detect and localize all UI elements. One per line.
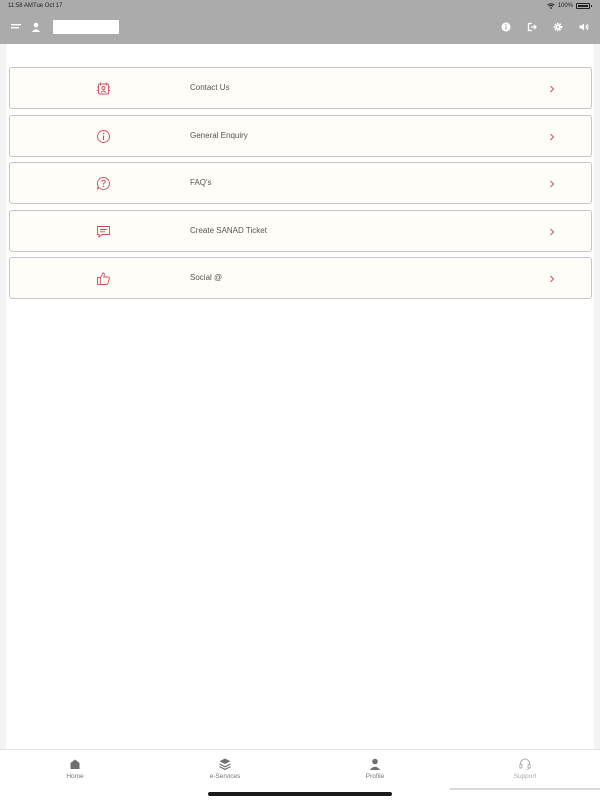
tab-label: e-Services	[209, 773, 241, 780]
tab-label: Profile	[365, 773, 385, 780]
header-left	[10, 20, 119, 34]
question-bubble-icon	[96, 176, 111, 191]
tab-home[interactable]	[0, 750, 150, 790]
active-tab-indicator	[450, 788, 600, 790]
info-circle-icon	[96, 129, 111, 144]
profile-icon	[368, 757, 382, 771]
menu-icon[interactable]	[10, 21, 22, 33]
chevron-right-icon	[549, 228, 555, 236]
menu-item-label: Create SANAD Ticket	[190, 225, 267, 235]
chevron-right-icon	[549, 180, 555, 188]
status-bar	[0, 0, 600, 14]
menu-item-general-enquiry[interactable]	[9, 115, 592, 157]
menu-item-label: FAQ's	[190, 178, 212, 187]
header-right	[500, 21, 590, 33]
chevron-right-icon	[549, 85, 555, 93]
menu-item-contact-us[interactable]	[9, 67, 592, 109]
speaker-icon[interactable]	[578, 21, 590, 33]
home-icon	[68, 757, 82, 771]
chat-ticket-icon	[96, 224, 111, 239]
chevron-right-icon	[549, 133, 555, 141]
main-content	[6, 44, 594, 749]
menu-item-label: Contact Us	[190, 83, 230, 92]
tab-label: Home	[66, 773, 84, 780]
gear-icon[interactable]	[552, 21, 564, 33]
info-icon[interactable]	[500, 21, 512, 33]
support-menu	[9, 67, 592, 305]
user-icon[interactable]	[30, 21, 42, 33]
menu-item-label: General Enquiry	[190, 130, 248, 140]
username-box	[53, 20, 119, 34]
tab-label: Support	[513, 773, 537, 780]
status-right	[547, 3, 590, 9]
home-indicator[interactable]	[208, 792, 392, 796]
battery-percent: 100%	[557, 3, 573, 9]
menu-item-faqs[interactable]	[9, 162, 592, 204]
tab-profile[interactable]	[300, 750, 450, 790]
battery-icon	[576, 3, 590, 9]
wifi-icon	[547, 3, 555, 9]
menu-item-create-sanad-ticket[interactable]	[9, 210, 592, 252]
menu-item-social[interactable]	[9, 257, 592, 299]
status-time: 11:58 AM	[8, 3, 33, 9]
contact-book-icon	[96, 81, 111, 96]
tab-e-services[interactable]	[150, 750, 300, 790]
top-bar	[0, 0, 600, 44]
menu-item-label: Social @	[190, 273, 223, 282]
chevron-right-icon	[549, 275, 555, 283]
headset-icon	[518, 757, 532, 771]
tab-support[interactable]	[450, 750, 600, 790]
thumbs-up-icon	[96, 271, 111, 286]
status-date: Tue Oct 17	[33, 3, 63, 9]
logout-icon[interactable]	[526, 21, 538, 33]
layers-icon	[218, 757, 232, 771]
